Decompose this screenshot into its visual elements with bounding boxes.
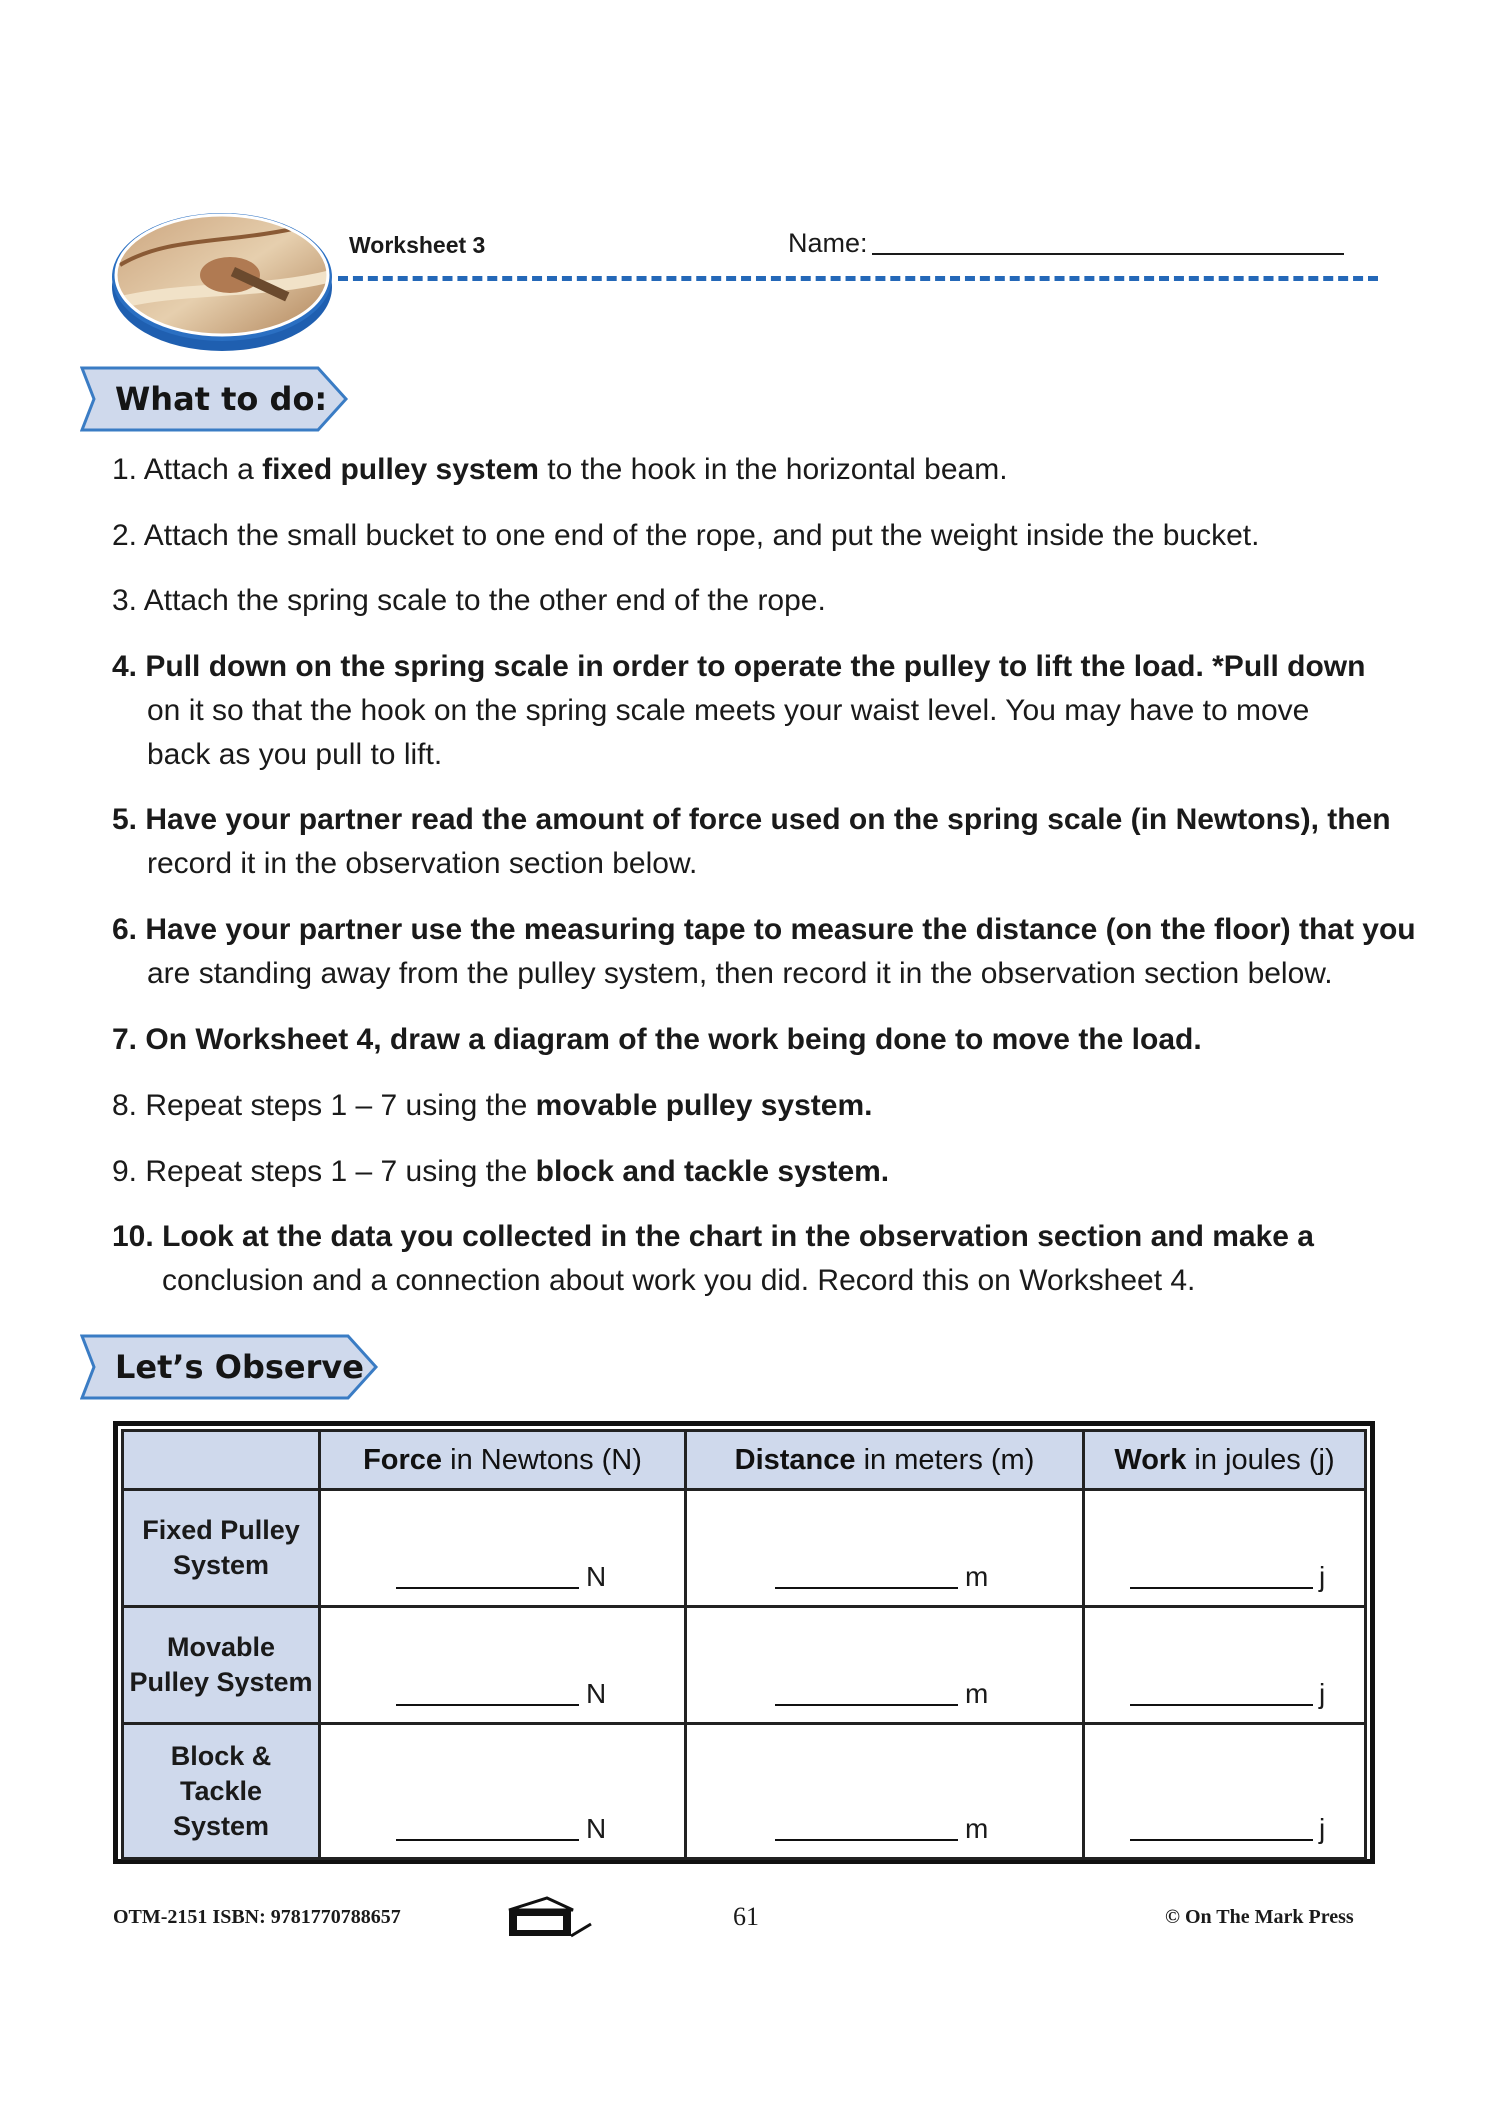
row-label-line: System — [172, 1810, 270, 1841]
observation-table — [113, 1421, 1375, 1864]
step-text: to the hook in the horizontal beam. — [538, 453, 1008, 486]
answer-blank[interactable] — [1130, 1587, 1313, 1589]
step-number: 3. — [112, 584, 138, 617]
what-to-do-title: What to do: — [115, 380, 328, 418]
step-continuation: conclusion and a connection about work you did. Record this on Worksheet 4. — [162, 1264, 1196, 1297]
instruction-step — [112, 448, 1008, 492]
instruction-step — [112, 645, 1365, 777]
row-label-line: Fixed Pulley — [142, 1515, 300, 1545]
step-bold-text: fixed pulley system — [262, 453, 539, 486]
step-text: Repeat steps 1 – 7 using the — [145, 1155, 536, 1188]
row-label-line: Tackle — [179, 1775, 263, 1806]
column-header: Force in Newtons (N) — [320, 1431, 686, 1490]
row-label — [123, 1724, 320, 1859]
step-first-line — [112, 913, 1416, 946]
table-header-row — [123, 1431, 1366, 1490]
instruction-step — [112, 1150, 889, 1194]
step-text: Pull down on the spring scale in order to operate the pulley to lift the load. *Pull down — [145, 650, 1366, 683]
step-number: 6. — [112, 913, 138, 946]
row-label — [123, 1607, 320, 1724]
step-continuation: back as you pull to lift. — [147, 738, 443, 771]
publisher-logo-icon — [507, 1896, 593, 1940]
instruction-step — [112, 514, 1259, 558]
what-to-do-heading — [80, 366, 350, 432]
unit-label: N — [586, 1813, 607, 1844]
answer-blank[interactable] — [775, 1839, 958, 1841]
step-number: 9. — [112, 1155, 138, 1188]
answer-blank[interactable] — [396, 1587, 579, 1589]
step-first-line — [112, 584, 826, 617]
row-label-line: System — [172, 1550, 270, 1580]
step-first-line — [112, 1220, 1314, 1253]
step-number: 10. — [112, 1220, 154, 1253]
column-header: Distance in meters (m) — [686, 1431, 1084, 1490]
lets-observe-heading — [80, 1334, 380, 1400]
answer-blank[interactable] — [1130, 1839, 1313, 1841]
table-row — [123, 1724, 1366, 1859]
step-text: Attach a — [143, 453, 263, 486]
row-label — [123, 1490, 320, 1607]
step-first-line — [112, 1155, 889, 1188]
step-continuation: are standing away from the pulley system, then record it in the observation section below. — [147, 957, 1333, 990]
instruction-step — [112, 1215, 1314, 1303]
step-text: Look at the data you collected in the chart in the observation section and make a — [162, 1220, 1314, 1253]
entry-cell — [1084, 1490, 1366, 1607]
step-first-line — [112, 519, 1259, 552]
entry-cell — [686, 1490, 1084, 1607]
entry-cell — [1084, 1607, 1366, 1724]
worksheet-logo-photo — [110, 205, 335, 355]
instruction-step — [112, 798, 1391, 886]
step-continuation: on it so that the hook on the spring scale meets your waist level. You may have to move — [147, 694, 1310, 727]
unit-label: N — [586, 1561, 607, 1592]
entry-cell — [320, 1490, 686, 1607]
answer-blank[interactable] — [1130, 1704, 1313, 1706]
step-number: 5. — [112, 803, 138, 836]
unit-label: N — [586, 1678, 607, 1709]
entry-cell — [686, 1724, 1084, 1859]
step-text: Have your partner read the amount of force used on the spring scale (in Newtons), then — [145, 803, 1391, 836]
answer-blank[interactable] — [396, 1839, 579, 1841]
footer-isbn: OTM-2151 ISBN: 9781770788657 — [113, 1906, 401, 1928]
instruction-step — [112, 1084, 872, 1128]
instruction-step — [112, 908, 1416, 996]
step-number: 1. — [112, 453, 138, 486]
unit-label: j — [1319, 1678, 1326, 1709]
row-label-line: Block & — [170, 1740, 272, 1771]
step-text: Repeat steps 1 – 7 using the — [145, 1089, 536, 1122]
step-number: 8. — [112, 1089, 138, 1122]
unit-label: m — [965, 1813, 989, 1844]
step-number: 4. — [112, 650, 138, 683]
unit-label: m — [965, 1561, 989, 1592]
row-label-line: Movable — [166, 1632, 276, 1662]
step-text: Attach the small bucket to one end of the rope, and put the weight inside the bucket. — [143, 519, 1260, 552]
name-label: Name: — [788, 228, 868, 258]
step-text: Attach the spring scale to the other end of the rope. — [143, 584, 826, 617]
instruction-step — [112, 1018, 1202, 1062]
table-row — [123, 1607, 1366, 1724]
worksheet-label: Worksheet 3 — [349, 232, 486, 258]
instruction-step — [112, 579, 826, 623]
answer-blank[interactable] — [396, 1704, 579, 1706]
name-field[interactable] — [872, 253, 1344, 255]
entry-cell — [686, 1607, 1084, 1724]
header-divider — [338, 276, 1378, 281]
row-label-line: Pulley System — [129, 1667, 313, 1697]
step-first-line — [112, 650, 1365, 683]
step-first-line — [112, 1089, 872, 1122]
step-number: 2. — [112, 519, 138, 552]
step-bold-text: block and tackle system. — [535, 1155, 890, 1188]
entry-cell — [1084, 1724, 1366, 1859]
lets-observe-title: Let’s Observe — [115, 1348, 364, 1386]
unit-label: m — [965, 1678, 989, 1709]
table-corner-cell — [123, 1431, 320, 1490]
step-text: Have your partner use the measuring tape to measure the distance (on the floor) that you — [145, 913, 1416, 946]
step-text: On Worksheet 4, draw a diagram of the work being done to move the load. — [145, 1023, 1202, 1056]
answer-blank[interactable] — [775, 1704, 958, 1706]
page-number: 61 — [733, 1902, 759, 1931]
step-bold-text: movable pulley system. — [535, 1089, 873, 1122]
step-number: 7. — [112, 1023, 138, 1056]
column-header: Work in joules (j) — [1084, 1431, 1366, 1490]
step-first-line — [112, 453, 1008, 486]
entry-cell — [320, 1724, 686, 1859]
footer-publisher: © On The Mark Press — [1165, 1906, 1354, 1928]
step-continuation: record it in the observation section below. — [147, 847, 698, 880]
unit-label: j — [1319, 1561, 1326, 1592]
entry-cell — [320, 1607, 686, 1724]
table-row — [123, 1490, 1366, 1607]
unit-label: j — [1319, 1813, 1326, 1844]
step-first-line — [112, 803, 1391, 836]
answer-blank[interactable] — [775, 1587, 958, 1589]
step-first-line — [112, 1023, 1202, 1056]
